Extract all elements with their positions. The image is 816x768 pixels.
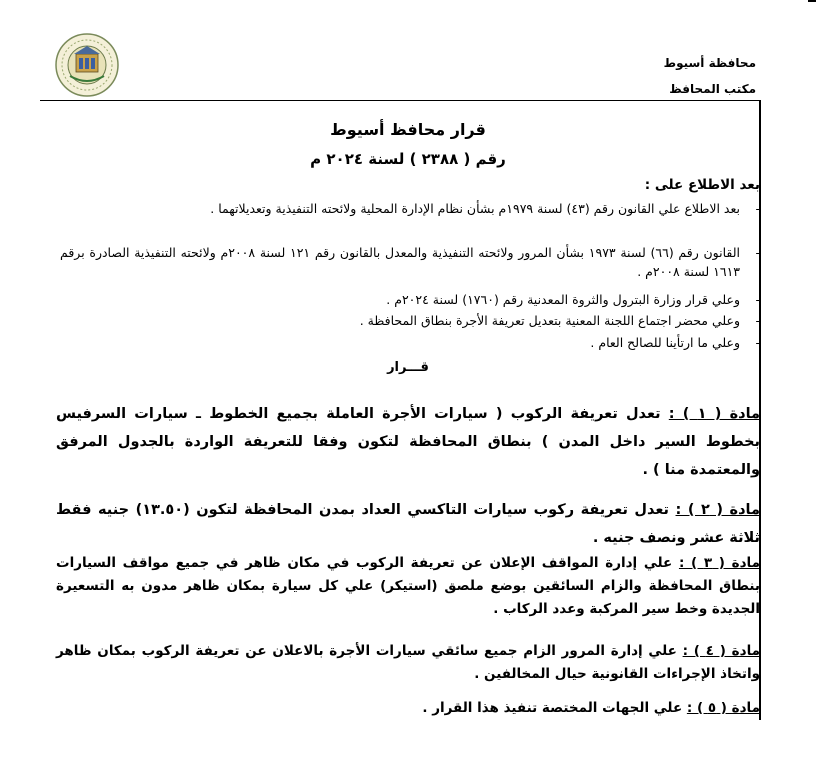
preamble-item: - وعلي محضر اجتماع اللجنة المعنية بتعديل تعريفة الأجرة بنطاق المحافظة .: [359, 313, 760, 328]
article-body: علي إدارة المرور الزام جميع سائقي سيارات الأجرة بالاعلان عن تعريفة الركوب بمكان ظاهر واتخاذ الإجراءات القانونية حيال المخالفين .: [56, 643, 760, 682]
article-5: [56, 697, 760, 720]
decision-title: قرار محافظ أسيوط: [330, 120, 486, 139]
bullet-dash: -: [755, 313, 760, 328]
article-body: علي إدارة المواقف الإعلان عن تعريفة الركوب في مكان ظاهر في جميع مواقف السيارات بنطاق المحافظة والزام السائقين بوضع ملصق (استيكر) علي كل سيارة بمكان ظاهر مدون به التسعيرة الجديدة وخط سير المركبة وعدد الركاب .: [56, 555, 760, 617]
article-body: تعدل تعريفة الركوب ( سيارات الأجرة العاملة بجميع الخطوط ـ سيارات السرفيس بخطوط السير داخل المدن ) بنطاق المحافظة لتكون وفقا للتعريفة الواردة بالجدول المرفق والمعتمدة منا ) .: [56, 406, 760, 478]
article-heading: مادة ( ٤ ) :: [682, 643, 761, 659]
bullet-dash: -: [755, 292, 760, 307]
decision-number: رقم ( ٢٣٨٨ ) لسنة ٢٠٢٤ م: [310, 150, 506, 168]
article-heading: مادة ( ٢ ) :: [675, 502, 760, 518]
preamble-intro: بعد الاطلاع على :: [644, 177, 760, 193]
article-3: [56, 552, 760, 621]
preamble-item: - القانون رقم (٦٦) لسنة ١٩٧٣ بشأن المرور ولائحته التنفيذية والمعدل بالقانون رقم ١٢١ لسنة ٢٠٠٨م ولائحته التنفيذية الصادرة برقم ١٦١٣ لسنة ٢٠٠٨م .: [60, 245, 760, 279]
top-right-corner-mark: [808, 0, 816, 2]
office-name: مكتب المحافظ: [669, 82, 756, 96]
governorate-seal-icon: [52, 32, 122, 98]
top-rule: [40, 100, 760, 101]
article-4: [56, 640, 760, 686]
article-heading: مادة ( ٣ ) :: [678, 555, 760, 571]
article-1: [56, 400, 760, 484]
preamble-item: - بعد الاطلاع علي القانون رقم (٤٣) لسنة ١٩٧٩م بشأن نظام الإدارة المحلية ولائحته التنفيذية وتعديلاتهما .: [210, 201, 760, 216]
article-body: علي الجهات المختصة تنفيذ هذا القرار .: [422, 700, 683, 716]
article-heading: مادة ( ٥ ) :: [686, 700, 760, 716]
preamble-item: - وعلي قرار وزارة البترول والثروة المعدنية رقم (١٧٦٠) لسنة ٢٠٢٤م .: [386, 292, 760, 307]
article-body: تعدل تعريفة ركوب سيارات التاكسي العداد بمدن المحافظة لتكون (١٣.٥٠) جنيه فقط ثلاثة عشر ونصف جنيه .: [56, 502, 760, 546]
issuer-block: [664, 50, 756, 102]
article-2: [56, 496, 760, 552]
article-heading: مادة ( ١ ) :: [668, 406, 760, 422]
bullet-dash: -: [755, 245, 760, 260]
decides-heading: قـــرار: [387, 360, 429, 375]
preamble-item: - وعلي ما ارتأينا للصالح العام .: [590, 335, 760, 350]
governorate-name: محافظة أسيوط: [663, 56, 756, 70]
bullet-dash: -: [755, 335, 760, 350]
bullet-dash: -: [755, 201, 760, 216]
